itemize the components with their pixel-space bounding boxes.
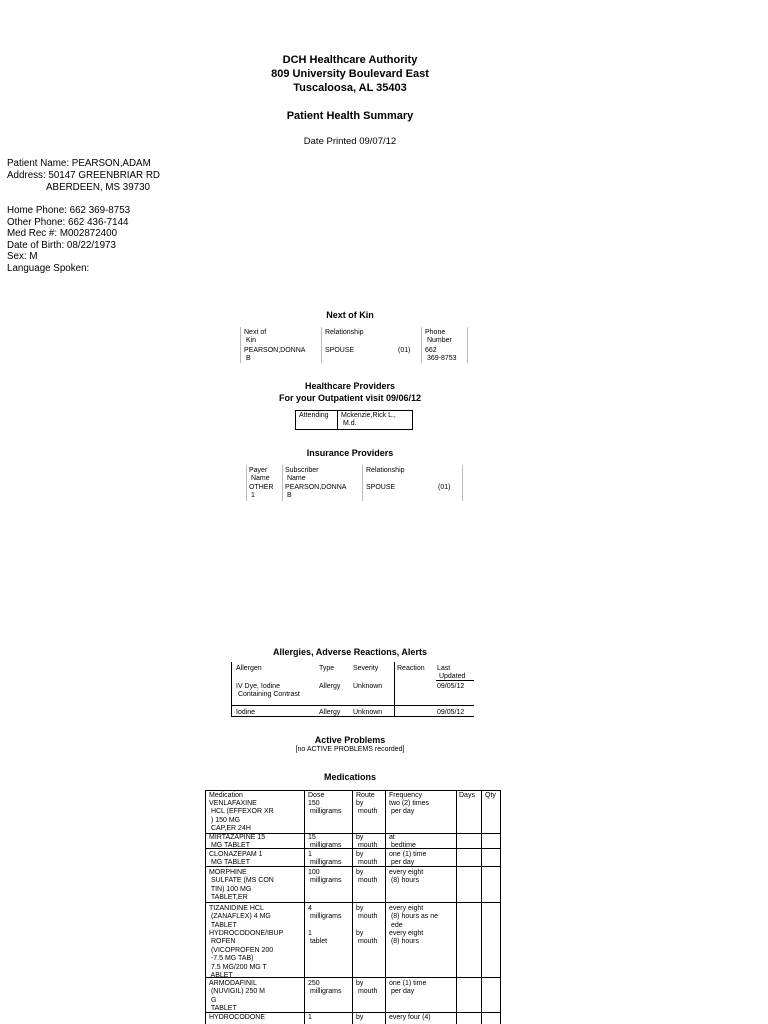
insurance-header-relationship: Relationship — [366, 467, 405, 474]
allergy-header-severity: Severity — [353, 665, 379, 672]
home-phone: Home Phone: 662 369-8753 — [7, 205, 131, 216]
patient-name: Patient Name: PEARSON,ADAM — [7, 158, 151, 169]
insurance-relationship-code: (01) — [438, 484, 451, 491]
allergy-severity: Unknown — [353, 709, 383, 716]
med-frequency: every eight (8) hours — [389, 930, 424, 946]
allergy-allergen: Iodine — [236, 709, 256, 716]
med-dose: 1 tablet — [308, 930, 328, 946]
providers-title: Healthcare Providers — [304, 381, 396, 391]
med-header-qty: Qty — [485, 792, 496, 799]
allergy-updated: 09/05/12 — [437, 709, 465, 716]
med-name: ARMODAFINIL (NUVIGIL) 250 M G TABLET — [209, 980, 266, 1013]
patient-city: ABERDEEN, MS 39730 — [46, 182, 151, 193]
nok-name: PEARSON,DONNA B — [244, 347, 306, 363]
med-name: TIZANIDINE HCL (ZANAFLEX) 4 MG TABLET — [209, 905, 271, 929]
allergy-header-reaction: Reaction — [397, 665, 425, 672]
med-route: by mouth — [356, 834, 378, 850]
med-dose: 1 — [308, 1014, 312, 1021]
med-header-dose: Dose — [308, 792, 325, 799]
med-name: VENLAFAXINE HCL (EFFEXOR XR ) 150 MG CAP,ER 24H — [209, 800, 274, 833]
med-frequency: every four (4) — [389, 1014, 431, 1021]
providers-subtitle: For your Outpatient visit 09/06/12 — [278, 393, 422, 403]
medications-title: Medications — [323, 772, 376, 782]
allergy-severity: Unknown — [353, 683, 383, 690]
active-problems-title: Active Problems — [314, 735, 386, 745]
med-route: by mouth — [356, 851, 378, 867]
med-name: HYDROCODONE — [209, 1014, 266, 1021]
allergy-updated: 09/05/12 — [437, 683, 465, 690]
insurance-relationship: SPOUSE — [366, 484, 396, 491]
med-header-frequency: Frequency — [389, 792, 423, 799]
med-frequency: two (2) times per day — [389, 800, 430, 816]
med-frequency: every eight (8) hours as ne ede — [389, 905, 439, 929]
med-frequency: every eight (8) hours — [389, 869, 424, 885]
language-spoken: Language Spoken: — [7, 263, 90, 274]
document-title: Patient Health Summary — [286, 110, 414, 122]
med-dose: 150 milligrams — [308, 800, 342, 816]
allergy-header-updated: Last Updated — [437, 665, 466, 681]
allergy-header-type: Type — [319, 665, 335, 672]
allergy-type: Allergy — [319, 683, 341, 690]
patient-sex: Sex: M — [7, 251, 38, 262]
med-dose: 250 milligrams — [308, 980, 342, 996]
insurance-header-subscriber: Subscriber Name — [285, 467, 319, 483]
med-name: MIRTAZAPINE 15 MG TABLET — [209, 834, 266, 850]
med-dose: 100 milligrams — [308, 869, 342, 885]
date-of-birth: Date of Birth: 08/22/1973 — [7, 240, 116, 251]
nok-relationship: SPOUSE — [325, 347, 355, 354]
allergies-title: Allergies, Adverse Reactions, Alerts — [273, 647, 427, 657]
header-org: DCH Healthcare Authority — [282, 54, 418, 66]
med-route: by mouth — [356, 930, 378, 946]
provider-name: Mckenzie,Rick L., M.d. — [341, 412, 396, 428]
patient-address: Address: 50147 GREENBRIAR RD — [7, 170, 160, 181]
insurance-header-payer: Payer Name — [249, 467, 270, 483]
next-of-kin-title: Next of Kin — [326, 310, 374, 320]
allergy-type: Allergy — [319, 709, 341, 716]
med-route: by mouth — [356, 800, 378, 816]
insurance-payer: OTHER 1 — [249, 484, 274, 500]
nok-header-name: Next of Kin — [244, 329, 267, 345]
date-printed: Date Printed 09/07/12 — [303, 136, 397, 147]
med-header-days: Days — [459, 792, 475, 799]
provider-role: Attending — [299, 412, 329, 419]
insurance-subscriber: PEARSON,DONNA B — [285, 484, 347, 500]
header-address-2: Tuscaloosa, AL 35403 — [293, 82, 407, 94]
med-dose: 1 milligrams — [308, 851, 342, 867]
insurance-title: Insurance Providers — [306, 448, 394, 458]
nok-header-phone: Phone Number — [425, 329, 452, 345]
med-route: by mouth — [356, 869, 378, 885]
med-rec-number: Med Rec #: M002872400 — [7, 228, 118, 239]
med-dose: 4 milligrams — [308, 905, 342, 921]
nok-header-relationship: Relationship — [325, 329, 364, 336]
med-frequency: at bedtime — [389, 834, 416, 850]
allergy-header-allergen: Allergen — [236, 665, 262, 672]
med-route: by — [356, 1014, 364, 1021]
med-name: MORPHINE SULFATE (MS CON TIN) 100 MG TABLET,ER — [209, 869, 274, 902]
med-frequency: one (1) time per day — [389, 980, 427, 996]
med-frequency: one (1) time per day — [389, 851, 427, 867]
nok-relationship-code: (01) — [398, 347, 411, 354]
active-problems-note: [no ACTIVE PROBLEMS recorded] — [295, 746, 405, 753]
med-route: by mouth — [356, 905, 378, 921]
med-dose: 15 milligrams — [308, 834, 342, 850]
header-address-1: 809 University Boulevard East — [271, 68, 429, 80]
med-header-medication: Medication — [209, 792, 243, 799]
med-name: HYDROCODONE/IBUP ROFEN (VICOPROFEN 200 -7.5 MG TAB) 7.5 MG/200 MG T ABLET — [209, 930, 284, 980]
med-name: CLONAZEPAM 1 MG TABLET — [209, 851, 263, 867]
allergy-allergen: IV Dye, Iodine Containing Contrast — [236, 683, 300, 699]
nok-phone: 662 369-8753 — [425, 347, 457, 363]
med-route: by mouth — [356, 980, 378, 996]
med-header-route: Route — [356, 792, 375, 799]
other-phone: Other Phone: 662 436-7144 — [7, 217, 129, 228]
